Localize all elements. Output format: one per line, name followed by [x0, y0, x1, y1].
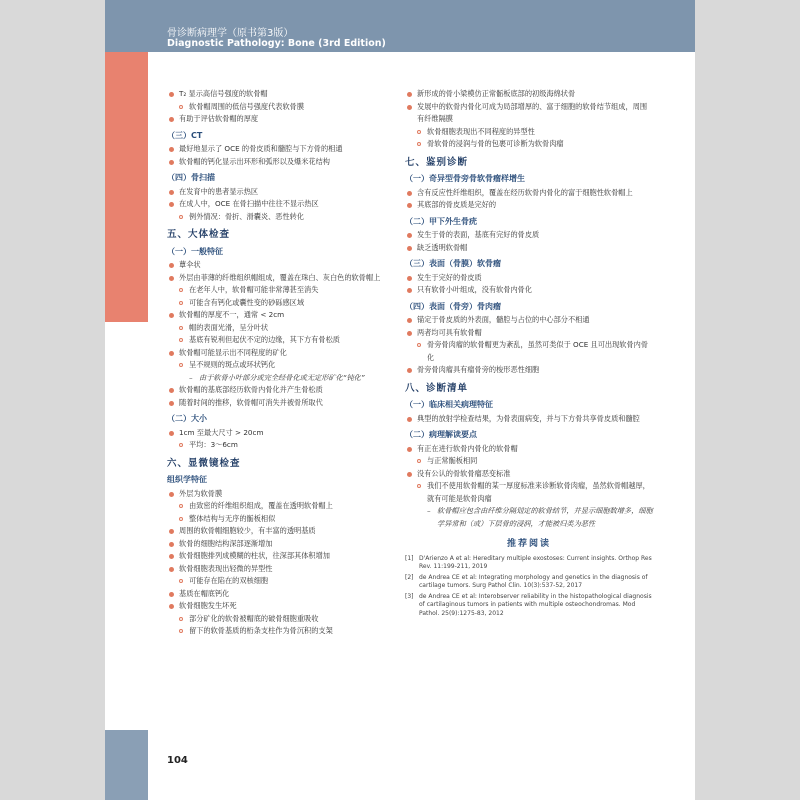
bullet-item: 软骨帽的基底部经历软骨内骨化并产生骨松质	[167, 384, 415, 397]
sub-bullet-item: 帽的表面光滑，呈分叶状	[167, 322, 415, 335]
bullet-item: 软骨帽的钙化显示出环形和弧形以及爆米花结构	[167, 156, 415, 169]
subsection-heading: （一）一般特征	[167, 246, 223, 256]
bullet-item: 外层为软骨膜	[167, 488, 415, 501]
side-accent-bar	[105, 52, 148, 322]
header-title-cn: 骨诊断病理学（原书第3版）	[167, 28, 294, 39]
bullet-item: 基质在帽底钙化	[167, 588, 415, 601]
bullet-item: 有正在进行软骨内骨化的软骨帽	[405, 443, 653, 456]
sub-bullet-item: 软骨帽周围的低信号强度代表软骨膜	[167, 101, 415, 114]
bullet-item: 在成人中，OCE 在骨扫描中往往不显示热区	[167, 198, 415, 211]
sub-bullet-item: 我们不使用软骨帽的某一厚度标准来诊断软骨肉瘤，虽然软骨帽越厚，就有可能是软骨肉瘤	[405, 480, 653, 505]
bullet-item: 含有反应性纤维组织，覆盖在经历软骨内骨化的富于细胞性软骨帽上	[405, 187, 653, 200]
sub-bullet-item: 平均：3～6cm	[167, 439, 415, 452]
subsection-heading: （四）表面（骨旁）骨肉瘤	[405, 301, 501, 311]
reference-text: de Andrea CE et al: Integrating morphology and genetics in the diagnosis of cartilage tumors. Surg Pathol Clin. 10(3):537-52, 2017	[419, 573, 648, 589]
reference-item	[405, 555, 653, 572]
bullet-item: 蕈伞状	[167, 259, 415, 272]
sub-bullet-item: 在老年人中，软骨帽可能非常薄甚至消失	[167, 284, 415, 297]
bullet-item: 发生于完好的骨皮质	[405, 272, 653, 285]
page-header	[105, 0, 695, 52]
header-title-en: Diagnostic Pathology: Bone (3rd Edition)	[167, 38, 386, 49]
sub-sub-item: – 由于软骨小叶部分或完全经骨化或无定形矿化“钝化”	[167, 372, 415, 385]
sub-bullet-item: 软骨细胞表现出不同程度的异型性	[405, 126, 653, 139]
bullet-item: T₂ 显示高信号强度的软骨帽	[167, 88, 415, 101]
bullet-item: 有助于评估软骨帽的厚度	[167, 113, 415, 126]
subsection-heading: 组织学特征	[167, 475, 207, 484]
reference-item	[405, 593, 653, 619]
reference-item	[405, 574, 653, 591]
sub-bullet-item: 骨软骨的浸润与骨的包裹可诊断为软骨肉瘤	[405, 138, 653, 151]
book-page	[105, 0, 695, 800]
subsection-heading: （一）奇异型骨旁骨软骨瘤样增生	[405, 174, 525, 183]
bullet-item: 典型的放射学检查结果，为骨表面病变，并与下方骨共享骨皮质和髓腔	[405, 413, 653, 426]
subsection-heading: （三）表面（骨膜）软骨瘤	[405, 259, 501, 268]
sub-bullet-item: 基底有锐利但起伏不定的边缘，其下方有骨松质	[167, 334, 415, 347]
reference-list	[405, 555, 653, 619]
reference-number: [3]	[405, 592, 414, 600]
subsection-heading: （二）大小	[167, 414, 207, 423]
sub-bullet-item: 留下的软骨基质的桁条支柱作为骨沉积的支架	[167, 625, 415, 638]
sub-bullet-item: 可能含有钙化或囊性变的砂砾感区域	[167, 297, 415, 310]
sub-bullet-item: 例外情况：骨折、滑囊炎、恶性转化	[167, 211, 415, 224]
sub-bullet-item: 可能存在陷在的双核细胞	[167, 575, 415, 588]
bullet-item: 周围的软骨帽细胞较少，有丰富的透明基质	[167, 525, 415, 538]
page-number: 104	[167, 755, 188, 766]
bullet-item: 软骨帽可能显示出不同程度的矿化	[167, 347, 415, 360]
sub-sub-item: – 软骨帽应包含由纤维分隔划定的软骨结节，并显示细胞数增多，细胞学异常和（或）下层骨的浸润，才能被归类为恶性	[405, 505, 653, 530]
bullet-item: 发展中的软骨内骨化可成为局部增厚的、富于细胞的软骨结节组成，周围有纤维隔膜	[405, 101, 653, 126]
bullet-item: 软骨细胞排列成模糊的柱状，往深部其体积增加	[167, 550, 415, 563]
bullet-item: 没有公认的骨软骨瘤恶变标准	[405, 468, 653, 481]
reference-text: de Andrea CE et al: Interobserver reliability in the histopathological diagnosis of cartilaginous tumors in patients with multiple osteochondromas. Mod Pathol. 25(9):1275-83, 2012	[419, 592, 652, 617]
right-column-items	[405, 88, 653, 530]
bullet-item: 新形成的骨小梁模仿正常骺板底部的初级海绵状骨	[405, 88, 653, 101]
bullet-item: 缺乏透明软骨帽	[405, 242, 653, 255]
bullet-item: 锚定于骨皮质的外表面，髓腔与占位的中心部分不相通	[405, 314, 653, 327]
bullet-item: 1cm 至最大尺寸 > 20cm	[167, 427, 415, 440]
bullet-item: 在发育中的患者显示热区	[167, 186, 415, 199]
recommended-reading-title: 推荐阅读	[506, 539, 551, 549]
bullet-item: 软骨细胞表现出轻微的异型性	[167, 563, 415, 576]
bullet-item: 发生于骨的表面，基底有完好的骨皮质	[405, 229, 653, 242]
reference-number: [1]	[405, 554, 414, 562]
subsection-heading: （四）骨扫描	[167, 173, 215, 182]
reference-text: D'Arienzo A et al: Hereditary multiple exostoses: Current insights. Orthop Res Rev. 11:199-211, 2019	[419, 554, 652, 570]
reference-number: [2]	[405, 573, 414, 581]
bullet-item: 随着时间的推移，软骨帽可消失并被骨所取代	[167, 397, 415, 410]
bullet-item: 其底部的骨皮质是完好的	[405, 199, 653, 212]
section-heading: 五、大体检查	[167, 229, 231, 240]
bullet-item: 两者均可具有软骨帽	[405, 327, 653, 340]
subsection-heading: （二）病理解读要点	[405, 430, 477, 439]
bullet-item: 外层由菲薄的纤维组织帽组成，覆盖在珠白、灰白色的软骨帽上	[167, 272, 415, 285]
bullet-item: 软骨细胞发生坏死	[167, 600, 415, 613]
right-column	[405, 88, 653, 620]
bullet-item: 软骨帽的厚度不一，通常 < 2cm	[167, 309, 415, 322]
subsection-heading: （三）CT	[167, 130, 203, 140]
subsection-heading: （一）临床相关病理特征	[405, 400, 493, 409]
sub-bullet-item: 呈不规则的斑点或环状钙化	[167, 359, 415, 372]
sub-bullet-item: 整体结构与无序的骺板相似	[167, 513, 415, 526]
section-heading: 六、显微镜检查	[167, 457, 241, 469]
sub-bullet-item: 部分矿化的软骨被帽底的破骨细胞重吸收	[167, 613, 415, 626]
bullet-item: 最好地显示了 OCE 的骨皮质和髓腔与下方骨的相通	[167, 143, 415, 156]
left-column	[167, 88, 415, 638]
sub-bullet-item: 骨旁骨肉瘤的软骨帽更为紊乱，虽然可类似于 OCE 且可出现软骨内骨化	[405, 339, 653, 364]
bullet-item: 骨旁骨肉瘤具有瘤骨旁的梭形恶性细胞	[405, 364, 653, 377]
bullet-item: 软骨的细胞结构深部逐渐增加	[167, 538, 415, 551]
subsection-heading: （二）甲下外生骨疣	[405, 216, 477, 226]
sub-bullet-item: 与正常骺板相同	[405, 455, 653, 468]
section-heading: 七、鉴别诊断	[405, 156, 469, 168]
side-bottom-bar	[105, 730, 148, 800]
bullet-item: 只有软骨小叶组成，没有软骨内骨化	[405, 284, 653, 297]
section-heading: 八、诊断清单	[405, 382, 469, 394]
sub-bullet-item: 由致密的纤维组织组成，覆盖在透明软骨帽上	[167, 500, 415, 513]
